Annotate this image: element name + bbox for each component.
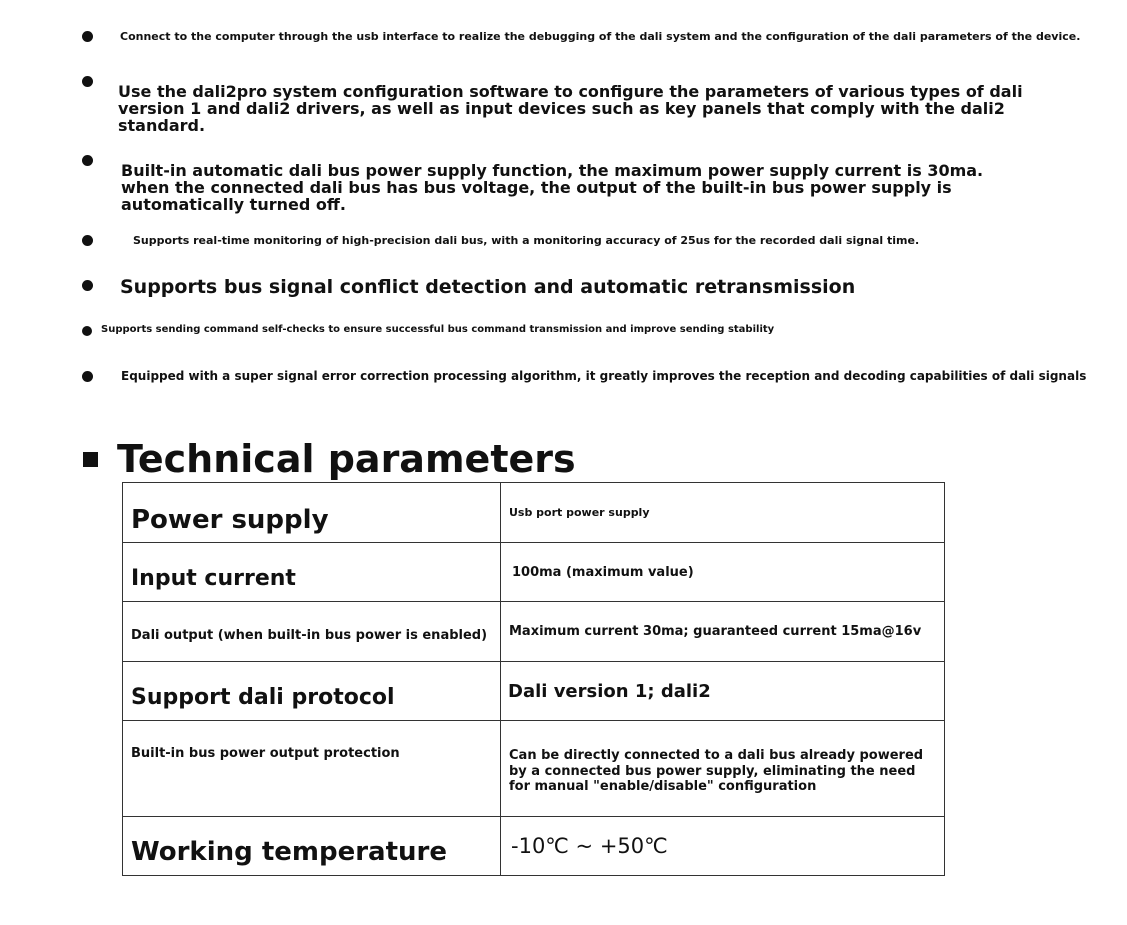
- param-value: -10℃ ~ +50℃: [501, 817, 945, 876]
- section-title: Technical parameters: [117, 437, 576, 481]
- bullet-icon: [82, 76, 93, 87]
- feature-text: Built-in automatic dali bus power supply function, the maximum power supply current is 30ma. when the connected dali bus has bus voltage, the output of the built-in bus power supply is automatically turned off.: [121, 161, 984, 214]
- parameters-table: [122, 482, 945, 876]
- table-row: [123, 483, 945, 543]
- bullet-icon: [82, 371, 93, 382]
- table-row: [123, 662, 945, 721]
- bullet-icon: [82, 235, 93, 246]
- feature-text: Use the dali2pro system configuration software to configure the parameters of various types of dali version 1 and dali2 drivers, as well as input devices such as key panels that comply with the dali2 standard.: [118, 82, 1023, 135]
- table-row: [123, 721, 945, 817]
- feature-text: Connect to the computer through the usb interface to realize the debugging of the dali system and the configuration of the dali parameters of the device.: [120, 30, 1081, 43]
- feature-text: Supports real-time monitoring of high-precision dali bus, with a monitoring accuracy of 25us for the recorded dali signal time.: [133, 234, 920, 247]
- bullet-icon: [82, 31, 93, 42]
- param-name: Working temperature: [123, 817, 501, 876]
- param-name: Input current: [123, 543, 501, 602]
- param-value: Dali version 1; dali2: [501, 662, 945, 721]
- feature-text: Supports bus signal conflict detection and automatic retransmission: [120, 276, 856, 298]
- param-value: 100ma (maximum value): [501, 543, 945, 602]
- table-row: [123, 602, 945, 662]
- param-name: Support dali protocol: [123, 662, 501, 721]
- bullet-icon: [82, 326, 92, 336]
- param-name: Power supply: [123, 483, 501, 543]
- param-value: Can be directly connected to a dali bus already powered by a connected bus power supply, eliminating the need for manual "enable/disable" configuration: [501, 721, 945, 817]
- square-bullet-icon: [83, 452, 98, 467]
- param-name: Built-in bus power output protection: [123, 721, 501, 817]
- table-row: [123, 543, 945, 602]
- param-name: Dali output (when built-in bus power is enabled): [123, 602, 501, 662]
- param-value: Maximum current 30ma; guaranteed current 15ma@16v: [501, 602, 945, 662]
- feature-text: Supports sending command self-checks to ensure successful bus command transmission and improve sending stability: [101, 324, 775, 335]
- bullet-icon: [82, 155, 93, 166]
- table-row: [123, 817, 945, 876]
- feature-text: Equipped with a super signal error correction processing algorithm, it greatly improves the reception and decoding capabilities of dali signals: [121, 369, 1087, 383]
- bullet-icon: [82, 280, 93, 291]
- param-value: Usb port power supply: [501, 483, 945, 543]
